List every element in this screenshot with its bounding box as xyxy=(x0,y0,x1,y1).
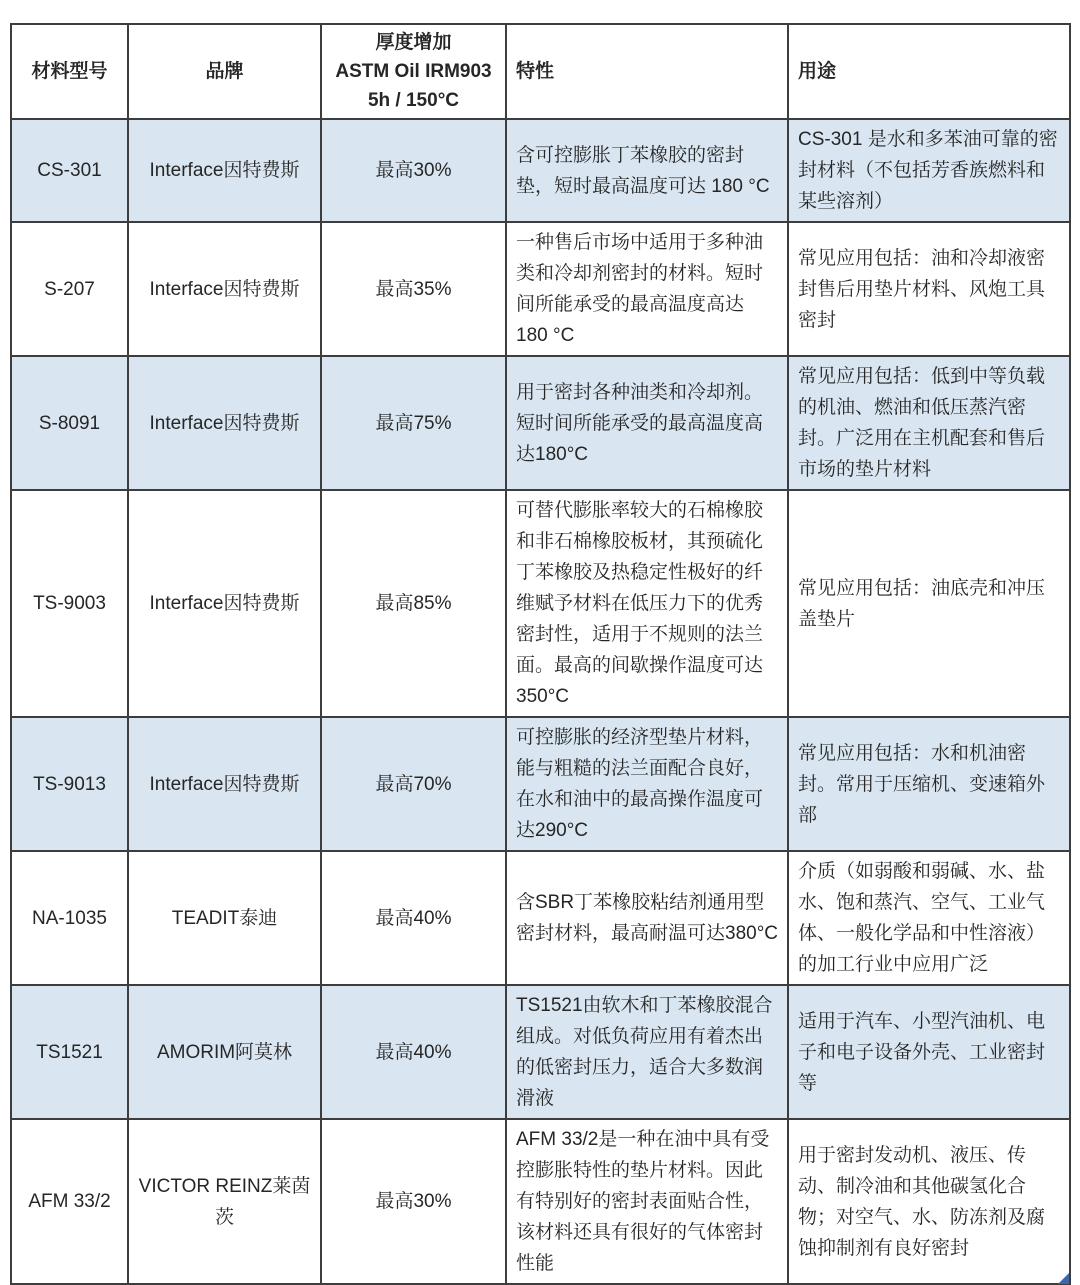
cell-usage: 常见应用包括：油底壳和冲压盖垫片 xyxy=(788,490,1070,717)
cell-model: CS-301 xyxy=(11,119,128,222)
cell-usage: 介质（如弱酸和弱碱、水、盐水、饱和蒸汽、空气、工业气体、一般化学品和中性溶液）的加工行业中应用广泛 xyxy=(788,851,1070,985)
cell-model: S-8091 xyxy=(11,356,128,490)
cell-thickness: 最高85% xyxy=(321,490,506,717)
cell-model: TS1521 xyxy=(11,985,128,1119)
cell-thickness: 最高75% xyxy=(321,356,506,490)
table-row xyxy=(11,490,1070,717)
col-header-brand: 品牌 xyxy=(128,24,321,119)
cell-brand: TEADIT泰迪 xyxy=(128,851,321,985)
cell-feature: 一种售后市场中适用于多种油类和冷却剂密封的材料。短时间所能承受的最高温度高达 180 °C xyxy=(506,222,788,356)
cell-model: AFM 33/2 xyxy=(11,1119,128,1284)
table-row xyxy=(11,119,1070,222)
cell-thickness: 最高70% xyxy=(321,717,506,851)
cell-thickness: 最高35% xyxy=(321,222,506,356)
cell-feature: 可替代膨胀率较大的石棉橡胶和非石棉橡胶板材，其预硫化丁苯橡胶及热稳定性极好的纤维赋予材料在低压力下的优秀密封性，适用于不规则的法兰面。最高的间歇操作温度可达350°C xyxy=(506,490,788,717)
cell-usage: 常见应用包括：油和冷却液密封售后用垫片材料、风炮工具密封 xyxy=(788,222,1070,356)
col-header-thickness xyxy=(321,24,506,119)
cell-feature: TS1521由软木和丁苯橡胶混合组成。对低负荷应用有着杰出的低密封压力，适合大多数润滑液 xyxy=(506,985,788,1119)
cell-thickness: 最高40% xyxy=(321,985,506,1119)
cell-usage: 常见应用包括：水和机油密封。常用于压缩机、变速箱外部 xyxy=(788,717,1070,851)
table-row xyxy=(11,851,1070,985)
cell-model: S-207 xyxy=(11,222,128,356)
materials-table xyxy=(10,23,1071,1285)
materials-table-container xyxy=(10,23,1069,1285)
cell-brand: Interface因特费斯 xyxy=(128,490,321,717)
col-header-model: 材料型号 xyxy=(11,24,128,119)
cell-brand: Interface因特费斯 xyxy=(128,356,321,490)
cell-usage: CS-301 是水和多苯油可靠的密封材料（不包括芳香族燃料和某些溶剂） xyxy=(788,119,1070,222)
cell-feature: 含SBR丁苯橡胶粘结剂通用型密封材料，最高耐温可达380°C xyxy=(506,851,788,985)
cell-brand: Interface因特费斯 xyxy=(128,222,321,356)
cell-feature: AFM 33/2是一种在油中具有受控膨胀特性的垫片材料。因此有特别好的密封表面贴合性，该材料还具有很好的气体密封性能 xyxy=(506,1119,788,1284)
cell-model: NA-1035 xyxy=(11,851,128,985)
cell-usage: 常见应用包括：低到中等负载的机油、燃油和低压蒸汽密封。广泛用在主机配套和售后市场的垫片材料 xyxy=(788,356,1070,490)
table-row xyxy=(11,1119,1070,1284)
cell-thickness: 最高40% xyxy=(321,851,506,985)
cell-brand: VICTOR REINZ莱茵茨 xyxy=(128,1119,321,1284)
table-row xyxy=(11,717,1070,851)
cell-feature: 含可控膨胀丁苯橡胶的密封垫，短时最高温度可达 180 °C xyxy=(506,119,788,222)
col-header-thickness-line3: 5h / 150°C xyxy=(367,90,460,111)
col-header-thickness-line2: ASTM Oil IRM903 xyxy=(335,61,492,82)
table-row xyxy=(11,222,1070,356)
cell-usage: 适用于汽车、小型汽油机、电子和电子设备外壳、工业密封等 xyxy=(788,985,1070,1119)
cell-brand: AMORIM阿莫林 xyxy=(128,985,321,1119)
table-row xyxy=(11,356,1070,490)
cell-usage: 用于密封发动机、液压、传动、制冷油和其他碳氢化合物；对空气、水、防冻剂及腐蚀抑制剂有良好密封 xyxy=(788,1119,1070,1284)
header-row xyxy=(11,24,1070,119)
cell-feature: 可控膨胀的经济型垫片材料，能与粗糙的法兰面配合良好，在水和油中的最高操作温度可达290°C xyxy=(506,717,788,851)
cell-brand: Interface因特费斯 xyxy=(128,119,321,222)
cell-thickness: 最高30% xyxy=(321,119,506,222)
col-header-thickness-line1: 厚度增加 xyxy=(375,32,452,53)
cell-thickness: 最高30% xyxy=(321,1119,506,1284)
col-header-feature: 特性 xyxy=(506,24,788,119)
cell-model: TS-9013 xyxy=(11,717,128,851)
cell-model: TS-9003 xyxy=(11,490,128,717)
cell-feature: 用于密封各种油类和冷却剂。短时间所能承受的最高温度高达180°C xyxy=(506,356,788,490)
col-header-usage: 用途 xyxy=(788,24,1070,119)
cell-brand: Interface因特费斯 xyxy=(128,717,321,851)
table-row xyxy=(11,985,1070,1119)
table-corner-handle-icon xyxy=(1058,1273,1069,1284)
